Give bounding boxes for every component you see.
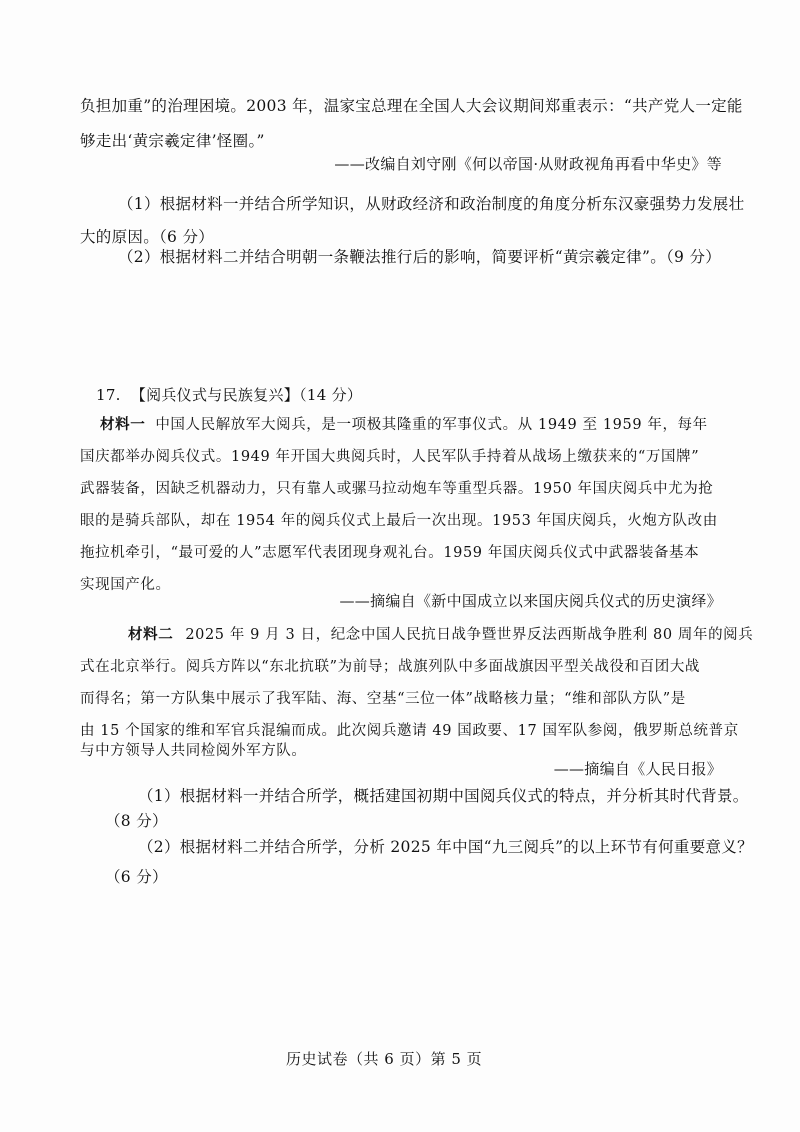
- material-text-line: 负担加重”的治理困境。2003 年，温家宝总理在全国人大会议期间郑重表示：“共产党人一定能: [80, 97, 743, 115]
- material1-line: 武器装备，因缺乏机器动力，只有靠人或骡马拉动炮车等重型兵器。1950 年国庆阅兵中尤为抢: [80, 481, 714, 497]
- question-16-sub2: （2）根据材料二并结合明朝一条鞭法推行后的影响，简要评析“黄宗羲定律”。（9 分）: [118, 248, 722, 266]
- material1-line: [100, 414, 708, 436]
- question-17-sub1-score: （8 分）: [105, 812, 168, 830]
- question-17-sub1: （1）根据材料一并结合所学，概括建国初期中国阅兵仪式的特点，并分析其时代背景。: [138, 787, 749, 805]
- page-footer: 历史试卷（共 6 页）第 5 页: [286, 1050, 483, 1068]
- question-17-sub2: （2）根据材料二并结合所学，分析 2025 年中国“九三阅兵”的以上环节有何重要意义？: [138, 838, 753, 856]
- question-title: 【阅兵仪式与民族复兴】（14 分）: [130, 386, 363, 404]
- source-citation: ——摘编自《人民日报》: [553, 760, 722, 778]
- material2-label: 材料二: [128, 626, 174, 643]
- question-17-heading: [96, 384, 362, 406]
- question-17-sub2-score: （6 分）: [105, 868, 168, 886]
- source-citation: ——改编自刘守刚《何以帝国·从财政视角再看中华史》等: [334, 155, 722, 173]
- material1-line: 拖拉机牵引，“最可爱的人”志愿军代表团现身观礼台。1959 年国庆阅兵仪式中武器装备基本: [80, 545, 700, 561]
- question-16-sub1: （1）根据材料一并结合所学知识，从财政经济和政治制度的角度分析东汉豪强势力发展壮: [118, 195, 745, 213]
- material2-line: 与中方领导人共同检阅外军方队。: [80, 743, 307, 759]
- material2-line: 式在北京举行。阅兵方阵以“东北抗联”为前导；战旗列队中多面战旗因平型关战役和百团大战: [80, 659, 701, 675]
- material2-text: 2025 年 9 月 3 日，纪念中国人民抗日战争暨世界反法西斯战争胜利 80 周年的阅兵: [185, 627, 754, 643]
- material1-text: 中国人民解放军大阅兵，是一项极其隆重的军事仪式。从 1949 至 1959 年，每年: [155, 417, 708, 433]
- material2-line: [128, 624, 753, 646]
- material1-label: 材料一: [100, 416, 146, 433]
- question-16-sub1-cont: 大的原因。（6 分）: [80, 228, 215, 246]
- material-text-line: 够走出‘黄宗羲定律’怪圈。”: [80, 132, 265, 150]
- material1-line: 眼的是骑兵部队，却在 1954 年的阅兵仪式上最后一次出现。1953 年国庆阅兵，火炮方队改由: [80, 513, 718, 529]
- source-citation: ——摘编自《新中国成立以来国庆阅兵仪式的历史演绎》: [339, 592, 722, 610]
- question-number: 17.: [96, 386, 121, 404]
- material2-line: 由 15 个国家的维和军官兵混编而成。此次阅兵邀请 49 国政要、17 国军队参阅，俄罗斯总统普京: [80, 723, 739, 739]
- material2-line: 而得名；第一方队集中展示了我军陆、海、空基“三位一体”战略核力量；“维和部队方队”是: [80, 691, 686, 707]
- material1-line: 实现国产化。: [80, 577, 171, 593]
- material1-line: 国庆都举办阅兵仪式。1949 年开国大典阅兵时，人民军队手持着从战场上缴获来的“万国牌”: [80, 449, 700, 465]
